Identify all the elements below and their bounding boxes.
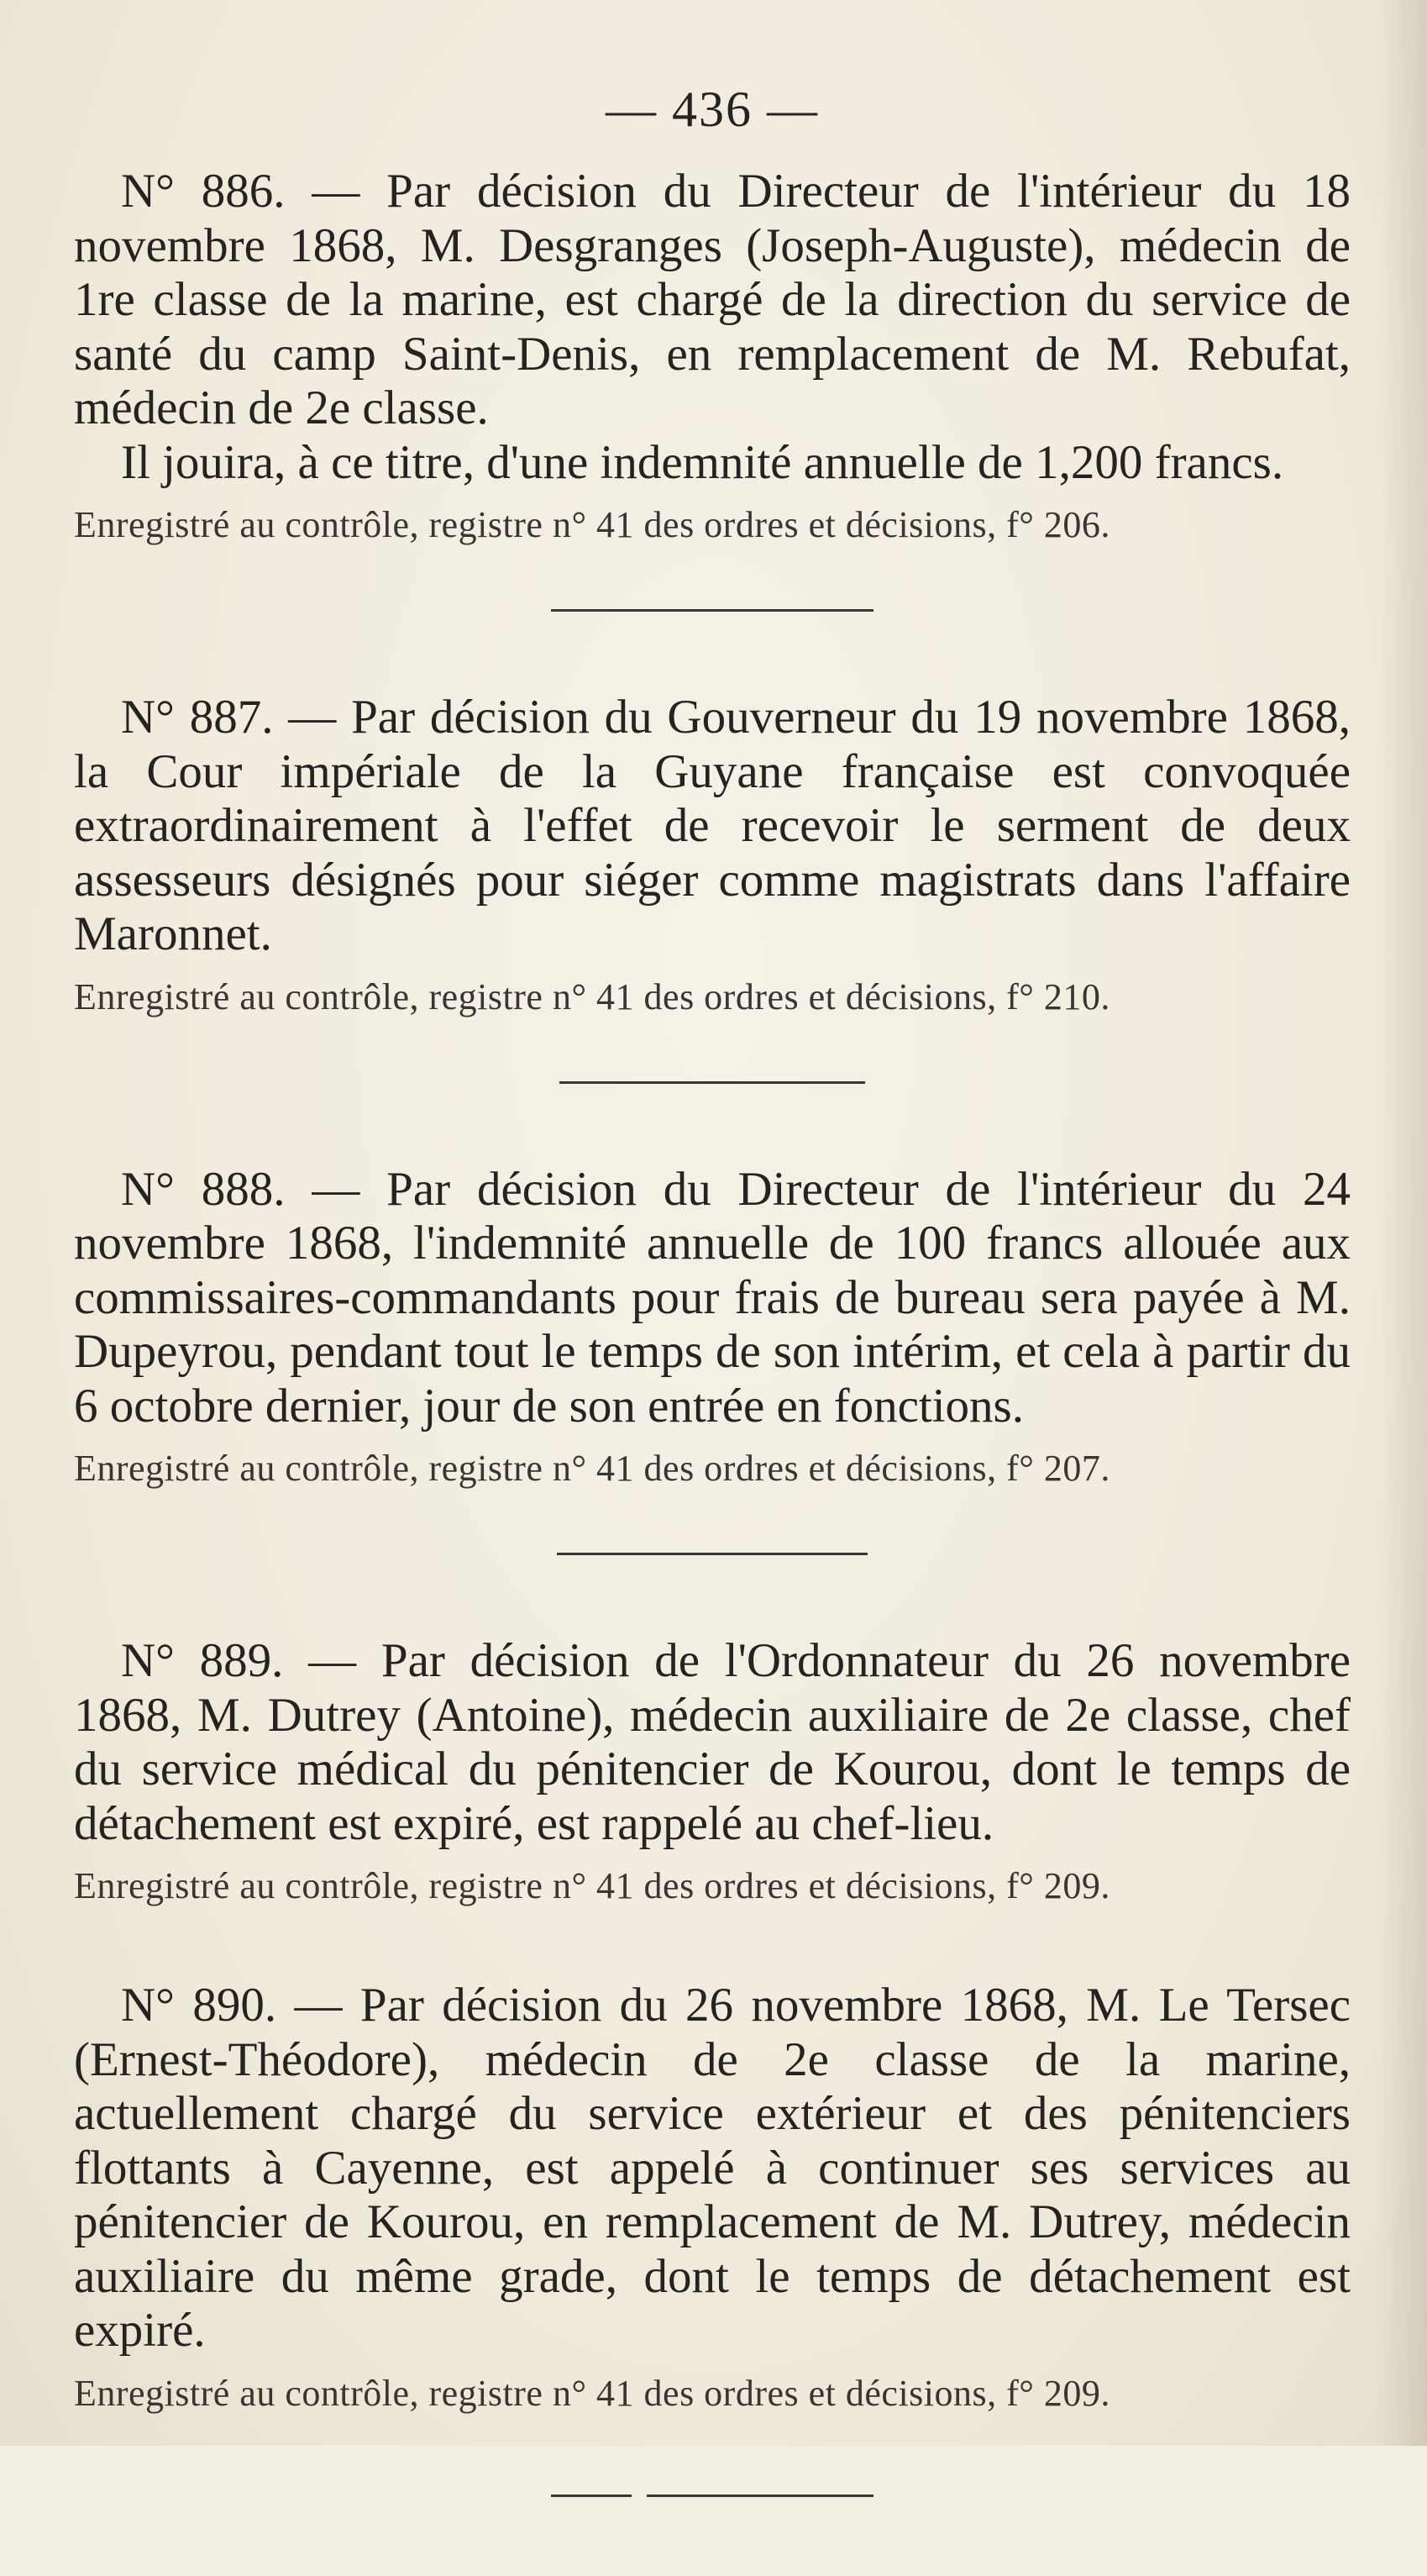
decision-890 (74, 1979, 1351, 2419)
separator-segment (551, 2495, 632, 2497)
separator-rule (559, 1081, 865, 1084)
separator-segment (647, 2495, 874, 2497)
page-content (74, 76, 1351, 2576)
decision-paragraph: N° 890. — Par décision du 26 novembre 1868, M. Le Tersec (Ernest-Théodore), médecin de 2e classe de la marine, actuellement chargé du service extérieur et des pénitenciers flottants à Cayenne, est appelé à continuer ses services au pénitencier de Kourou, en remplacement de M. Dutrey, médecin auxiliaire du même grade, dont le temps de détachement est expiré. (74, 1979, 1351, 2357)
decision-paragraph: N° 889. — Par décision de l'Ordonnateur du 26 novembre 1868, M. Dutrey (Antoine), médecin auxiliaire de 2e classe, chef du service médical du pénitencier de Kourou, dont le temps de détachement est expiré, est rappelé au chef-lieu. (74, 1634, 1351, 1850)
decision-886 (74, 165, 1351, 550)
register-note: Enregistré au contrôle, registre n° 41 des ordres et décisions, f° 206. (74, 504, 1110, 545)
decision-paragraph: N° 888. — Par décision du Directeur de l'intérieur du 24 novembre 1868, l'indemnité annuelle de 100 francs allouée aux commissaires-commandants pour frais de bureau sera payée à M. Dupeyrou, pendant tout le temps de son intérim, et cela à partir du 6 octobre dernier, jour de son entrée en fonctions. (74, 1162, 1351, 1433)
page-number: — 436 — (606, 81, 819, 137)
decision-888 (74, 1163, 1351, 1495)
section-gap (74, 1911, 1351, 1979)
register-note: Enregistré au contrôle, registre n° 41 des ordres et décisions, f° 209. (74, 2372, 1110, 2414)
register-note: Enregistré au contrôle, registre n° 41 des ordres et décisions, f° 207. (74, 1448, 1110, 1489)
register-note: Enregistré au contrôle, registre n° 41 des ordres et décisions, f° 210. (74, 975, 1110, 1017)
separator-rule (557, 1553, 868, 1555)
register-note: Enregistré au contrôle, registre n° 41 des ordres et décisions, f° 209. (74, 1865, 1110, 1906)
decision-889 (74, 1634, 1351, 1911)
separator-rule-split (551, 2495, 874, 2497)
decision-paragraph: N° 887. — Par décision du Gouverneur du 19 novembre 1868, la Cour impériale de la Guyane française est convoquée extraordinairement à l'effet de recevoir le serment de deux assesseurs désignés pour siéger comme magistrats dans l'affaire Maronnet. (74, 691, 1351, 960)
decision-887 (74, 691, 1351, 1023)
decision-paragraph: N° 886. — Par décision du Directeur de l'intérieur du 18 novembre 1868, M. Desgranges (Joseph-Auguste), médecin de 1re classe de la marine, est chargé de la direction du service de santé du camp Saint-Denis, en remplacement de M. Rebufat, médecin de 2e classe. (74, 165, 1351, 434)
page-edge-shadow (1377, 0, 1427, 2446)
separator-rule (551, 609, 874, 612)
decision-paragraph: Il jouira, à ce titre, d'une indemnité annuelle de 1,200 francs. (121, 435, 1284, 489)
